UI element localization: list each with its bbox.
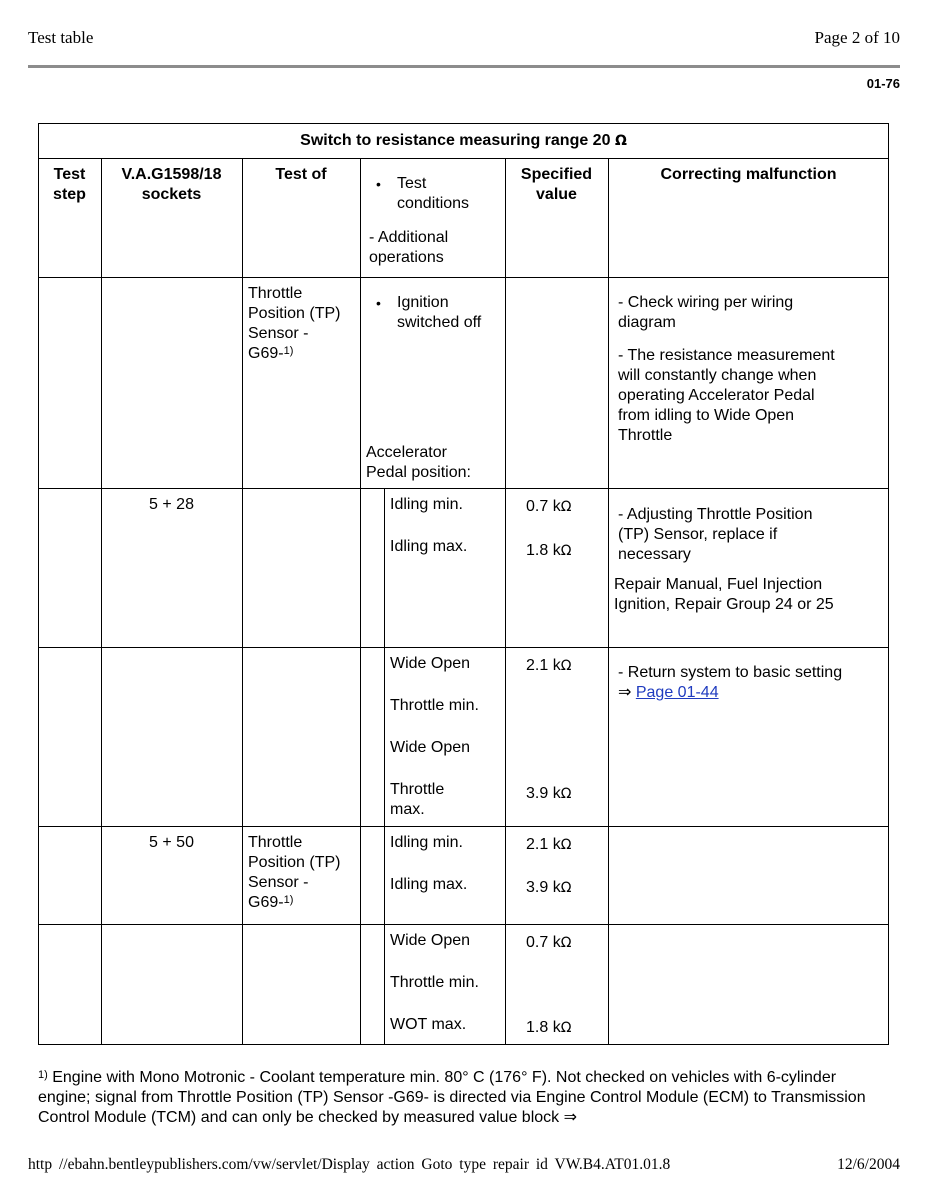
row-divider [38, 924, 889, 925]
value-text: 2.1 k [526, 657, 561, 674]
footnote-mark: 1) [283, 345, 294, 357]
row3-throttle-max [390, 780, 444, 820]
cell-line: necessary [618, 546, 691, 563]
row4-idling-min: Idling min. [390, 834, 463, 851]
row2-fix-adjust [618, 505, 812, 565]
value-text: 3.9 k [526, 785, 561, 802]
header-rule [28, 65, 900, 68]
row4-value-2 [526, 878, 571, 898]
row5-throttle-min: Throttle min. [390, 974, 479, 991]
cell-line: from idling to Wide Open [618, 407, 795, 424]
footnote-mark: 1) [283, 894, 294, 906]
row5-wide-open: Wide Open [390, 932, 471, 949]
row3-value-2 [526, 784, 571, 804]
cell-line: - The resistance measurement [618, 347, 835, 364]
row2-idling-min: Idling min. [390, 496, 463, 513]
header-line: Specified [520, 166, 593, 183]
cell-line: Ignition [397, 294, 449, 311]
header-line: value [536, 186, 577, 203]
column-divider [101, 158, 102, 1045]
row1-test-of [248, 284, 340, 364]
column-divider [360, 158, 361, 1045]
row-divider [38, 277, 889, 278]
cell-line: Accelerator [366, 444, 447, 461]
header-line: operations [369, 249, 444, 266]
row2-value-2 [526, 541, 571, 561]
ohm-symbol: Ω [614, 133, 627, 149]
row3-value-1 [526, 656, 571, 676]
row1-pedal-position [366, 443, 471, 483]
cell-line: - Adjusting Throttle Position [618, 506, 813, 523]
ohm-symbol: Ω [560, 880, 572, 896]
column-header-conditions [397, 174, 469, 214]
cell-line: Throttle [390, 781, 445, 798]
column-header-correcting: Correcting malfunction [660, 166, 837, 183]
row5-value-1 [526, 933, 571, 953]
row-divider [38, 647, 889, 648]
cell-line: Throttle [248, 285, 303, 302]
column-divider [242, 158, 243, 1045]
value-text: 2.1 k [526, 836, 561, 853]
row3-wide-open-1: Wide Open [390, 655, 471, 672]
header-line: sockets [141, 186, 202, 203]
row4-sockets: 5 + 50 [149, 834, 194, 851]
row-divider [38, 826, 889, 827]
row4-test-of [248, 833, 340, 913]
cell-line: (TP) Sensor, replace if [618, 526, 778, 543]
value-text: 0.7 k [526, 934, 561, 951]
value-text: 0.7 k [526, 498, 561, 515]
cell-line: G69- [248, 345, 284, 362]
header-line: - Additional [369, 229, 449, 246]
column-header-specified-value [505, 165, 608, 205]
row4-idling-max: Idling max. [390, 876, 468, 893]
cell-line: - Check wiring per wiring [618, 294, 794, 311]
row1-condition [397, 293, 481, 333]
page-indicator: Page 2 of 10 [814, 28, 900, 47]
cell-line: - Return system to basic setting [618, 664, 843, 681]
row-divider [38, 158, 889, 159]
column-header-test-of: Test of [275, 166, 327, 183]
header-line: step [53, 186, 86, 203]
cell-line: Repair Manual, Fuel Injection [614, 576, 823, 593]
cell-line: Position (TP) [248, 305, 341, 322]
bullet-icon: • [376, 176, 381, 192]
test-table [38, 123, 889, 1045]
row3-wide-open-2: Wide Open [390, 739, 471, 756]
cell-line: will constantly change when [618, 367, 817, 384]
ohm-symbol: Ω [560, 786, 572, 802]
column-divider [384, 488, 385, 1045]
arrow-right-icon: ⇒ [618, 684, 632, 701]
column-divider [505, 158, 506, 1045]
cell-line: Sensor - [248, 325, 309, 342]
source-url: http //ebahn.bentleypublishers.com/vw/servlet/Display action Goto type repair id VW.B4.AT01.01.8 [28, 1156, 671, 1173]
row5-wot-max: WOT max. [390, 1016, 467, 1033]
cell-line: Throttle [618, 427, 673, 444]
row1-fix-resistance-note [618, 346, 835, 446]
cell-line: switched off [397, 314, 482, 331]
ohm-symbol: Ω [560, 543, 572, 559]
ohm-symbol: Ω [560, 935, 572, 951]
column-header-test-step [38, 165, 101, 205]
cell-line: diagram [618, 314, 676, 331]
cell-line: Ignition, Repair Group 24 or 25 [614, 596, 834, 613]
ohm-symbol: Ω [560, 658, 572, 674]
row5-value-2 [526, 1018, 571, 1038]
row3-fix-basic-setting [618, 663, 842, 703]
footnote-mark: 1) [38, 1069, 48, 1081]
print-date: 12/6/2004 [837, 1156, 900, 1173]
caption-text: Switch to resistance measuring range 20 [300, 132, 611, 149]
header-line: conditions [397, 195, 470, 212]
document-title: Test table [28, 28, 94, 47]
page-01-44-link[interactable]: Page 01-44 [635, 684, 719, 701]
row1-fix-check-wiring [618, 293, 793, 333]
row2-value-1 [526, 497, 571, 517]
table-caption [38, 131, 889, 151]
row2-idling-max: Idling max. [390, 538, 468, 555]
ohm-symbol: Ω [560, 837, 572, 853]
header-line: V.A.G1598/18 [121, 166, 222, 183]
value-text: 1.8 k [526, 542, 561, 559]
row3-throttle-min: Throttle min. [390, 697, 479, 714]
header-line: Test [53, 166, 86, 183]
cell-line: G69- [248, 894, 284, 911]
cell-line: Sensor - [248, 874, 309, 891]
row-divider [38, 488, 889, 489]
header-line: Test [397, 175, 427, 192]
value-text: 1.8 k [526, 1019, 561, 1036]
value-text: 3.9 k [526, 879, 561, 896]
footnote-text: Engine with Mono Motronic - Coolant temperature min. 80° C (176° F). Not checked on vehicles with 6-cylinder engine; signal from Throttle Position (TP) Sensor -G69- is directed via Engine Control Module (ECM) to Transmission Control Module (TCM) and can only be checked by measured value block ⇒ [38, 1069, 866, 1126]
column-divider [608, 158, 609, 1045]
bullet-icon: • [376, 295, 381, 311]
column-header-sockets [101, 165, 242, 205]
ohm-symbol: Ω [560, 1020, 572, 1036]
row2-sockets: 5 + 28 [149, 496, 194, 513]
cell-line: operating Accelerator Pedal [618, 387, 815, 404]
cell-line: Position (TP) [248, 854, 341, 871]
row2-fix-repair-manual [614, 575, 834, 615]
ohm-symbol: Ω [560, 499, 572, 515]
row4-value-1 [526, 835, 571, 855]
cell-line: max. [390, 801, 425, 818]
cell-line: Throttle [248, 834, 303, 851]
cell-line: Pedal position: [366, 464, 471, 481]
page-code: 01-76 [866, 76, 900, 91]
footnote [38, 1068, 890, 1128]
column-header-additional-operations [369, 228, 448, 268]
